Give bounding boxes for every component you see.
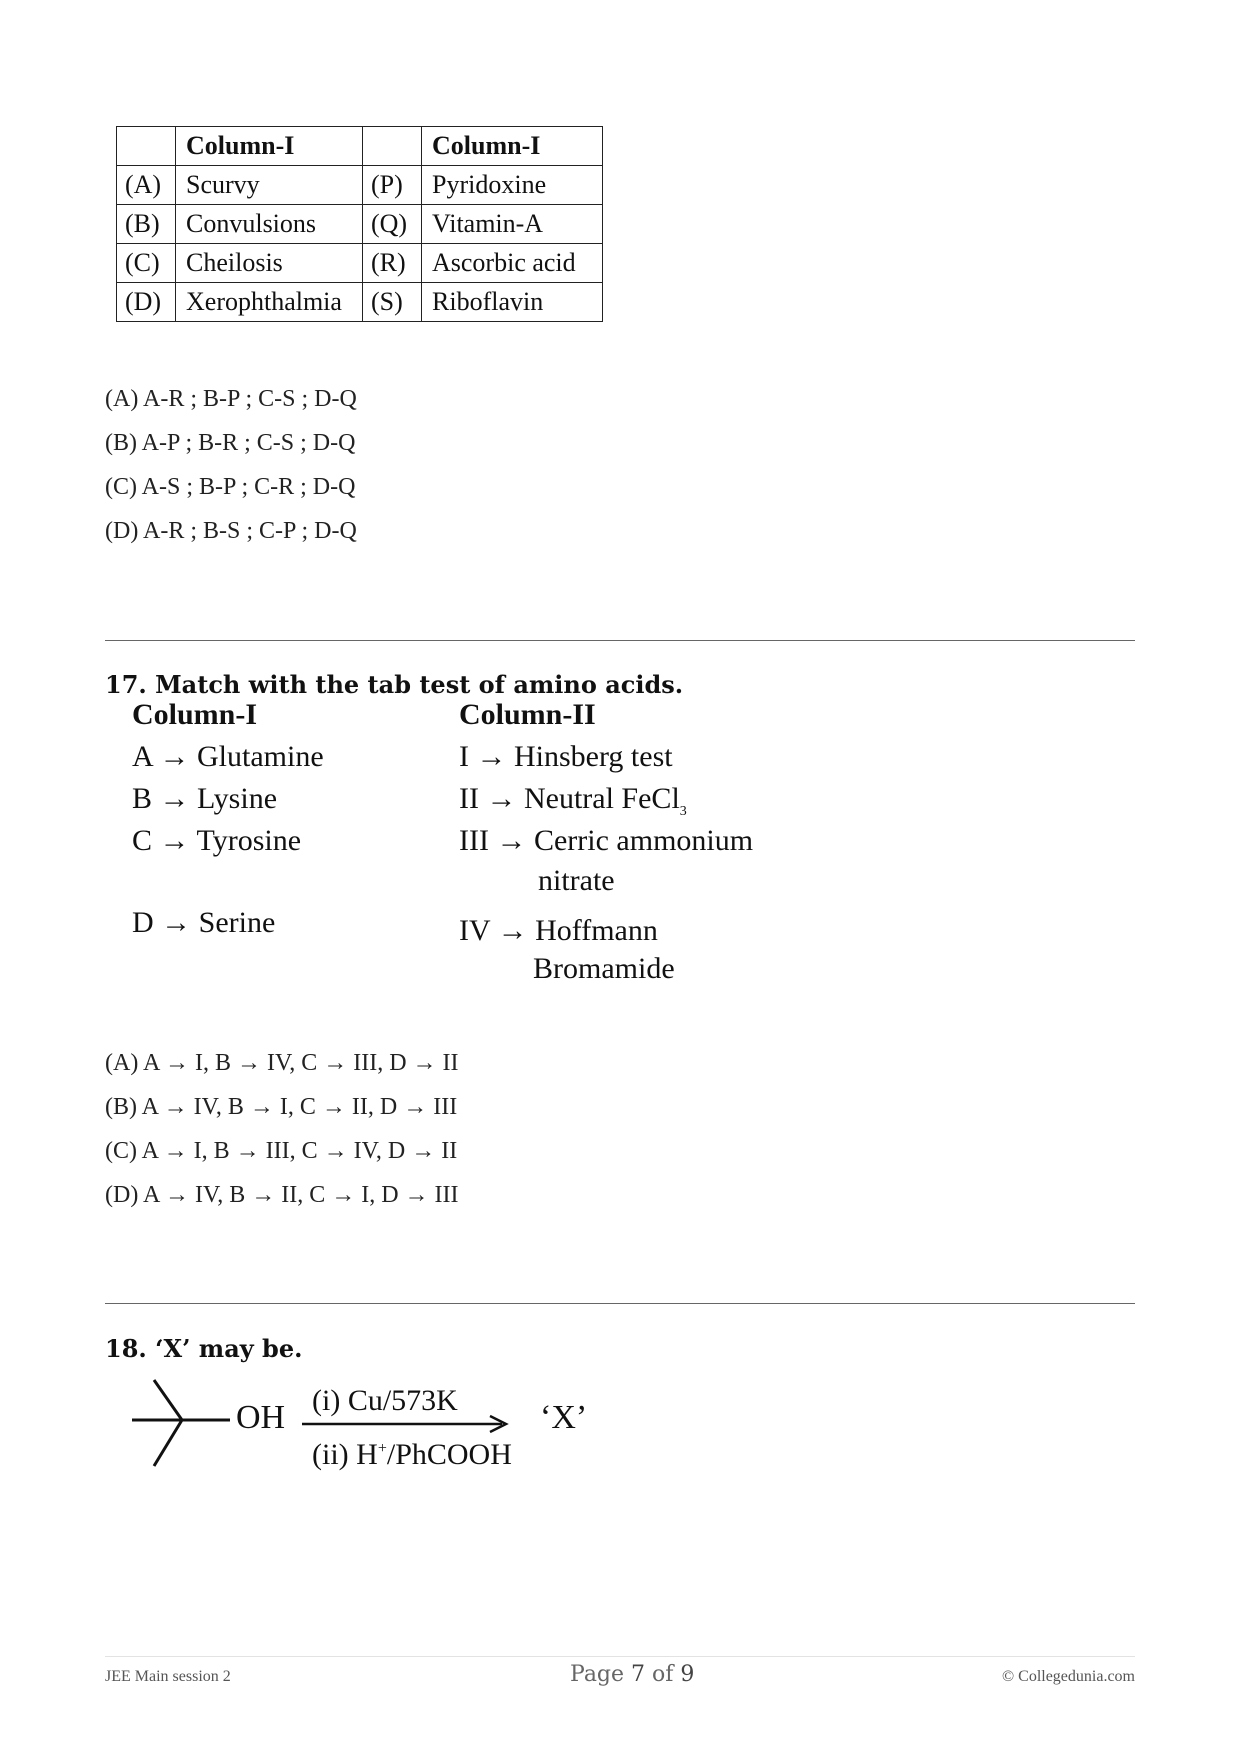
q18-title: 18. ‘X’ may be. (105, 1334, 303, 1363)
table-header-cell (363, 127, 422, 166)
q17-col2-item-iv-cont: Bromamide (533, 952, 675, 985)
table-row (117, 205, 603, 244)
footer-copyright: © Collegedunia.com (1001, 1668, 1135, 1685)
q17-col2-item-iii: III → Cerric ammonium (459, 824, 754, 857)
table-cell: (Q) (363, 205, 422, 244)
q17-col2-item-iii-cont: nitrate (538, 864, 615, 897)
page-current: 7 (631, 1662, 646, 1687)
q16-option-b[interactable]: (B) A-P ; B-R ; C-S ; D-Q (105, 430, 356, 456)
subscript: 3 (679, 804, 687, 819)
page-of: of (645, 1662, 681, 1687)
table-cell: Ascorbic acid (422, 244, 603, 283)
footer-divider (105, 1656, 1135, 1657)
q17-column-2-heading: Column-II (459, 698, 596, 731)
q17-col2-item-iv: IV → Hoffmann (459, 914, 658, 947)
table-row (117, 244, 603, 283)
q17-option-b[interactable]: (B) A → IV, B → I, C → II, D → III (105, 1094, 458, 1120)
q17-col1-item-d: D → Serine (132, 906, 276, 939)
q17-option-a[interactable]: (A) A → I, B → IV, C → III, D → II (105, 1050, 459, 1076)
q16-option-a[interactable]: (A) A-R ; B-P ; C-S ; D-Q (105, 386, 357, 412)
table-header-cell: Column-I (176, 127, 363, 166)
arrow-condition-2-post: /PhCOOH (386, 1438, 512, 1471)
table-cell: (S) (363, 283, 422, 322)
reaction-arrow-icon (302, 1412, 512, 1436)
match-table (116, 126, 603, 322)
table-cell: (A) (117, 166, 176, 205)
q17-option-c[interactable]: (C) A → I, B → III, C → IV, D → II (105, 1138, 458, 1164)
section-divider (105, 1303, 1135, 1304)
q17-col2-item-ii (459, 782, 687, 820)
page-total: 9 (680, 1662, 695, 1687)
q17-column-1-heading: Column-I (132, 698, 258, 731)
table-header-row (117, 127, 603, 166)
q17-col2-item-i: I → Hinsberg test (459, 740, 673, 773)
q17-title: 17. Match with the tab test of amino acids. (105, 670, 684, 699)
arrow-condition-1: (i) Cu/573K (312, 1384, 458, 1417)
arrow-condition-2-pre: (ii) H (312, 1438, 378, 1471)
q17-col1-item-c: C → Tyrosine (132, 824, 302, 857)
product-x: ‘X’ (540, 1399, 588, 1436)
arrow-condition-2 (312, 1438, 512, 1472)
q17-col1-item-a: A → Glutamine (132, 740, 324, 773)
table-cell: (P) (363, 166, 422, 205)
tert-butyl-structure-icon (132, 1374, 232, 1474)
section-divider (105, 640, 1135, 641)
table-cell: Vitamin-A (422, 205, 603, 244)
q17-col2-item-ii-text: II → Neutral FeCl (459, 782, 680, 815)
table-cell: Cheilosis (176, 244, 363, 283)
table-cell: Riboflavin (422, 283, 603, 322)
table-cell: (D) (117, 283, 176, 322)
table-cell: Scurvy (176, 166, 363, 205)
table-cell: Pyridoxine (422, 166, 603, 205)
footer-exam-name: JEE Main session 2 (105, 1668, 231, 1685)
q17-col1-item-b: B → Lysine (132, 782, 278, 815)
q16-option-c[interactable]: (C) A-S ; B-P ; C-R ; D-Q (105, 474, 356, 500)
superscript: + (377, 1440, 387, 1457)
table-cell: (C) (117, 244, 176, 283)
table-cell: Convulsions (176, 205, 363, 244)
table-cell: (B) (117, 205, 176, 244)
page-number (570, 1662, 694, 1687)
table-row (117, 283, 603, 322)
table-row (117, 166, 603, 205)
q17-option-d[interactable]: (D) A → IV, B → II, C → I, D → III (105, 1182, 459, 1208)
reactant-oh: OH (236, 1399, 286, 1436)
table-header-cell: Column-I (422, 127, 603, 166)
q16-option-d[interactable]: (D) A-R ; B-S ; C-P ; D-Q (105, 518, 357, 544)
table-cell: (R) (363, 244, 422, 283)
table-header-cell (117, 127, 176, 166)
page-prefix: Page (570, 1662, 632, 1687)
table-cell: Xerophthalmia (176, 283, 363, 322)
